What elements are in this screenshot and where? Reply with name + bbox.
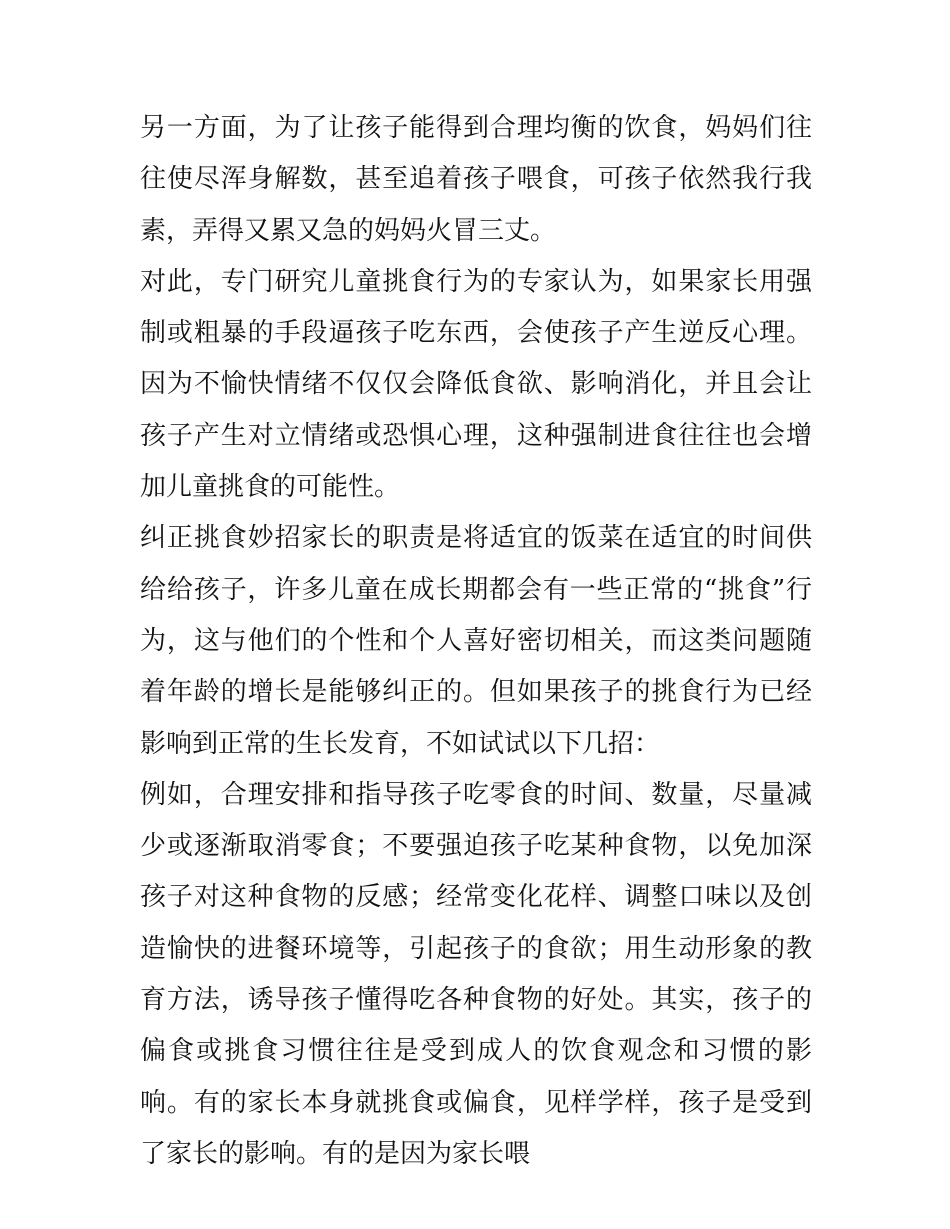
paragraph-4: 例如，合理安排和指导孩子吃零食的时间、数量，尽量减少或逐渐取消零食；不要强迫孩子吃某种食物，以免加深孩子对这种食物的反感；经常变化花样、调整口味以及创造愉快的进餐环境等，引起孩子的食欲；用生动形象的教育方法，诱导孩子懂得吃各种食物的好处。其实，孩子的偏食或挑食习惯往往是受到成人的饮食观念和习惯的影响。有的家长本身就挑食或偏食，见样学样，孩子是受到了家长的影响。有的是因为家长喂 xyxy=(140,779,812,1169)
paragraph-2: 对此，专门研究儿童挑食行为的专家认为，如果家长用强制或粗暴的手段逼孩子吃东西，会使孩子产生逆反心理。因为不愉快情绪不仅仅会降低食欲、影响消化，并且会让孩子产生对立情绪或恐惧心理，这种强制进食往往也会增加儿童挑食的可能性。 xyxy=(140,266,812,503)
paragraph-3: 纠正挑食妙招家长的职责是将适宜的饭菜在适宜的时间供给给孩子，许多儿童在成长期都会有一些正常的“挑食”行为，这与他们的个性和个人喜好密切相关，而这类问题随着年龄的增长是能够纠正的。但如果孩子的挑食行为已经影响到正常的生长发育，不如试试以下几招： xyxy=(140,523,812,759)
paragraph-1: 另一方面，为了让孩子能得到合理均衡的饮食，妈妈们往往使尽浑身解数，甚至追着孩子喂食，可孩子依然我行我素，弄得又累又急的妈妈火冒三丈。 xyxy=(140,113,812,246)
document-body xyxy=(140,103,812,1180)
